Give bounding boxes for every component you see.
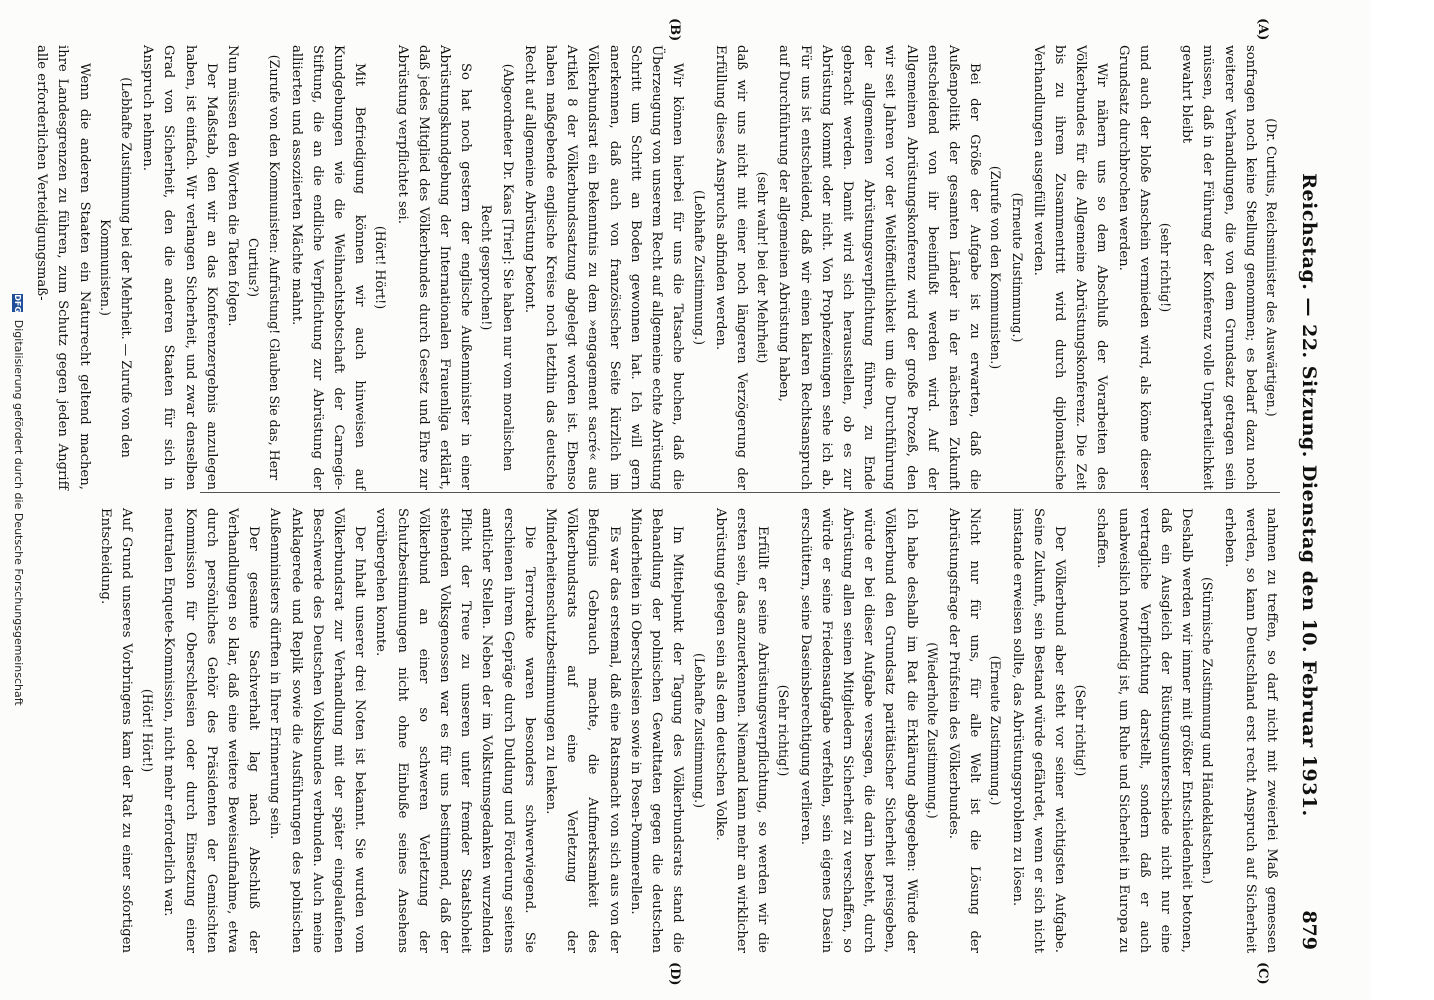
running-title: Reichstag. — 22. Sitzung. Dienstag den 10. Februar 1931.: [1298, 173, 1320, 817]
paragraph: Mit Befriedigung können wir auch hinweisen auf Kundgebungen wie die Weihnachtsbotschaft der Carnegie-Stiftung, die an die endliche Verpflichtung zur Abrüstung der alliierten und assoziierten Mächte mahnt.: [288, 45, 368, 490]
interjection: (Hört! Hört!): [140, 688, 156, 773]
paragraph: Der Inhalt unserer drei Noten ist bekannt. Sie wurden vom Völkerbundsrat zur Verhandlung mit der später eingelaufenen Beschwerde des Deutschen Volksbundes verbunden. Auch meine Anklagerede und Replik sowie die Ausführungen des polnischen Außenministers dürften in Ihrer Erinnerung sein.: [267, 508, 368, 953]
margin-marker-c: (C): [1255, 962, 1270, 985]
paragraph: Die Terrorakte waren besonders schwerwiegend. Sie erschienen ihrem Gepräge durch Duldung und Förderung seitens amtlicher Stellen. Neben der im Volkstumsgedanken wurzelnden Pflicht der Treue zu unseren unter fremder Staatshoheit stehenden Volksgenossen war es für uns bestimmend, daß der Völkerbund an einer so schweren Verletzung der Schutzbestimmungen nicht ohne Einbuße seines Ansehens vorübergehen konnte.: [373, 508, 537, 953]
footer-text: Digitalisierung gefördert durch die Deutsche Forschungsgemeinschaft: [12, 319, 25, 706]
column-divider: [200, 492, 1280, 493]
paragraph: Wir können hierbei für uns die Tatsache buchen, daß die Überzeugung von unserem Recht auf allgemeine echte Abrüstung Schritt um Schritt an Boden gewonnen hat. Ich will gern anerkennen, daß auch von französischer Seite kürzlich im Völkerbundsrat ein Bekenntnis zu dem »engagement sacré« aus Artikel 8 der Völkerbundssatzung abgelegt worden ist. Ebenso haben maßgebende englische Kreise noch letzthin das deutsche Recht auf allgemeine Abrüstung betont.: [521, 45, 686, 490]
paragraph: Der Völkerbund aber steht vor seiner wichtigsten Aufgabe. Seine Zukunft, sein Bestand würde gefährdet, wenn er sich nicht imstande erweisen sollte, das Abrüstungsproblem zu lösen.: [1009, 508, 1067, 953]
paragraph: Der Maßstab, den wir an das Konferenzergebnis anzulegen haben, ist einfach. Wir verlangen Sicherheit, und zwar denselben Grad von Sicherheit, den die anderen Staaten für sich in Anspruch nehmen.: [140, 45, 219, 490]
paragraph: Im Mittelpunkt der Tagung des Völkerbundsrats stand die Behandlung der polnischen Gewalttaten gegen die deutschen Minderheiten in Oberschlesien sowie in Posen-Pommerellen.: [627, 508, 686, 953]
paragraph: nahmen zu treffen, so darf nicht mit zweierlei Maß gemessen werden, so kann Deutschland erst recht Anspruch auf Sicherheit erheben.: [1221, 508, 1279, 953]
interjection: (Stürmische Zustimmung und Händeklatschen.): [1200, 576, 1216, 885]
paragraph: Bei der Größe der Aufgabe ist zu erwarten, daß die Außenpolitik der gesamten Länder in der nächsten Zukunft entscheidend von ihr beeinflußt werden wird. Auf der Allgemeinen Abrüstungskonferenz wird der große Prozeß, den wir seit Jahren vor der Weltöffentlichkeit um die Durchführung der allgemeinen Abrüstungsverpflichtung führen, zu Ende gebracht werden. Damit wird sich herausstellen, ob es zur Abrüstung kommt oder nicht. Von Prophezeiungen sehe ich ab. Für uns ist entscheidend, daß wir einen klaren Rechtsanspruch auf Durchführung der allgemeinen Abrüstung haben,: [776, 45, 983, 490]
paragraph: Nicht nur für uns, für alle Welt ist die Lösung der Abrüstungsfrage der Prüfstein des Völkerbundes.: [945, 508, 983, 953]
interjection: (sehr wahr! bei der Mehrheit): [755, 171, 771, 364]
interjection: (Wiederholte Zustimmung.): [924, 642, 940, 819]
interjection: (Lebhafte Zustimmung bei der Mehrheit. — Zurufe von den Kommunisten.): [97, 77, 135, 458]
interjection: (Erneute Zustimmung.): [988, 655, 1004, 806]
interjection: (Lebhafte Zustimmung.): [691, 189, 707, 346]
page-number: 879: [1298, 910, 1320, 950]
interjection: (Zurufe von den Kommunisten: Aufrüstung! Glauben Sie das, Herr Curtius?): [246, 54, 283, 481]
paragraph: Nun müssen den Worten die Taten folgen.: [225, 45, 241, 327]
interjection: (Hört! Hört!): [373, 225, 389, 310]
paragraph: So hat noch gestern der englische Außenminister in einer Abrüstungskundgebung der Internationalen Frauenliga erklärt, daß jedes Mitglied des Völkerbundes durch Gesetz und Ehre zur Abrüstung verpflichtet sei.: [394, 45, 474, 490]
interjection: (Lebhafte Zustimmung.): [691, 652, 707, 809]
left-column: [31, 45, 1282, 490]
interjection: (Zurufe von den Kommunisten.): [988, 165, 1004, 370]
paragraph: sonfragen noch keine Stellung genommen; es bedarf dazu noch weiterer Verhandlungen, die von dem Grundsatz getragen sein müssen, daß in der Führung der Konferenz volle Unparteilichkeit gewahrt bleibt: [1179, 45, 1258, 490]
paragraph: Auf Grund unseres Vorbringens kam der Rat zu einer sofortigen Entscheidung.: [97, 508, 135, 953]
paragraph: Es war das erstemal, daß eine Ratsmacht von sich aus von der Befugnis Gebrauch machte, die Aufmerksamkeit des Völkerbundsrats auf eine Verletzung der Minderheitenschutzbestimmungen zu lenken.: [543, 508, 622, 953]
page-header: [1290, 40, 1320, 950]
interjection: (Sehr richtig!): [776, 684, 792, 777]
right-column: [95, 508, 1282, 953]
paragraph: Erfüllt er seine Abrüstungsverpflichtung, so werden wir die ersten sein, das anzuerkennen. Niemand kann mehr an wirklicher Abrüstung gelegen sein als dem deutschen Volke.: [712, 508, 771, 953]
paragraph: Ich habe deshalb im Rat die Erklärung abgegeben: Würde der Völkerbund den Grundsatz paritätischer Sicherheit preisgeben, würde er bei dieser Aufgabe versagen, die darin besteht, durch Abrüstung allen seinen Mitgliedern Sicherheit zu verschaffen, so würde er seine Friedensaufgabe verfehlen, sein eigenes Dasein erschüttern, seine Daseinsberechtigung verlieren.: [797, 508, 919, 953]
margin-marker-a: (A): [1255, 18, 1270, 41]
digitization-footer: [12, 0, 25, 1000]
interjection: (Sehr richtig!): [1073, 684, 1089, 777]
interjection: (sehr richtig!): [1157, 222, 1173, 313]
paragraph: Wir nähern uns so dem Abschluß der Vorarbeiten des Völkerbundes für die Allgemeine Abrüstungskonferenz. Die Zeit bis zu ihrem Zusammentritt wird durch diplomatische Verhandlungen ausgefüllt werden.: [1030, 45, 1110, 490]
paragraph: Deshalb werden wir immer mit größter Entschiedenheit betonen, daß ein Ausgleich der Rüstungsunterschiede nicht nur eine vertragliche Verpflichtung darstellt, sondern daß er auch unabweislich notwendig ist, um Ruhe und Sicherheit in Europa zu schaffen.: [1094, 508, 1195, 953]
paragraph: Der gesamte Sachverhalt lag nach Abschluß der Verhandlungen so klar, daß eine weitere Beweisaufnahme, etwa durch persönliches Gehör des Präsidenten der Gemischten Kommission für Oberschlesien oder durch Einsetzung einer neutralen Enquete-Kommission, nicht mehr erforderlich war.: [161, 508, 262, 953]
paragraph: und auch der bloße Anschein vermieden wird, als könne dieser Grundsatz durchbrochen werden.: [1115, 45, 1152, 490]
speaker-line: (Dr. Curtius, Reichsminister des Auswärtigen.): [1264, 118, 1279, 417]
paragraph: daß wir uns nicht mit einer noch längeren Verzögerung der Erfüllung dieses Anspruchs abfinden werden.: [712, 45, 749, 490]
paragraph: Wenn die anderen Staaten ein Naturrecht geltend machen, ihre Landesgrenzen zu führen, zum Schutz gegen jeden Angriff alle erforderlichen Verteidigungsmaß-: [34, 45, 92, 490]
interjection: (Abgeordneter Dr. Kaas [Trier]: Sie haben nur vom moralischen Recht gesprochen!): [479, 63, 516, 472]
dfg-logo-icon: DFG: [13, 294, 23, 313]
margin-marker-b: (B): [667, 18, 682, 42]
interjection: (Erneute Zustimmung.): [1009, 192, 1025, 343]
margin-marker-d: (D): [667, 962, 682, 986]
